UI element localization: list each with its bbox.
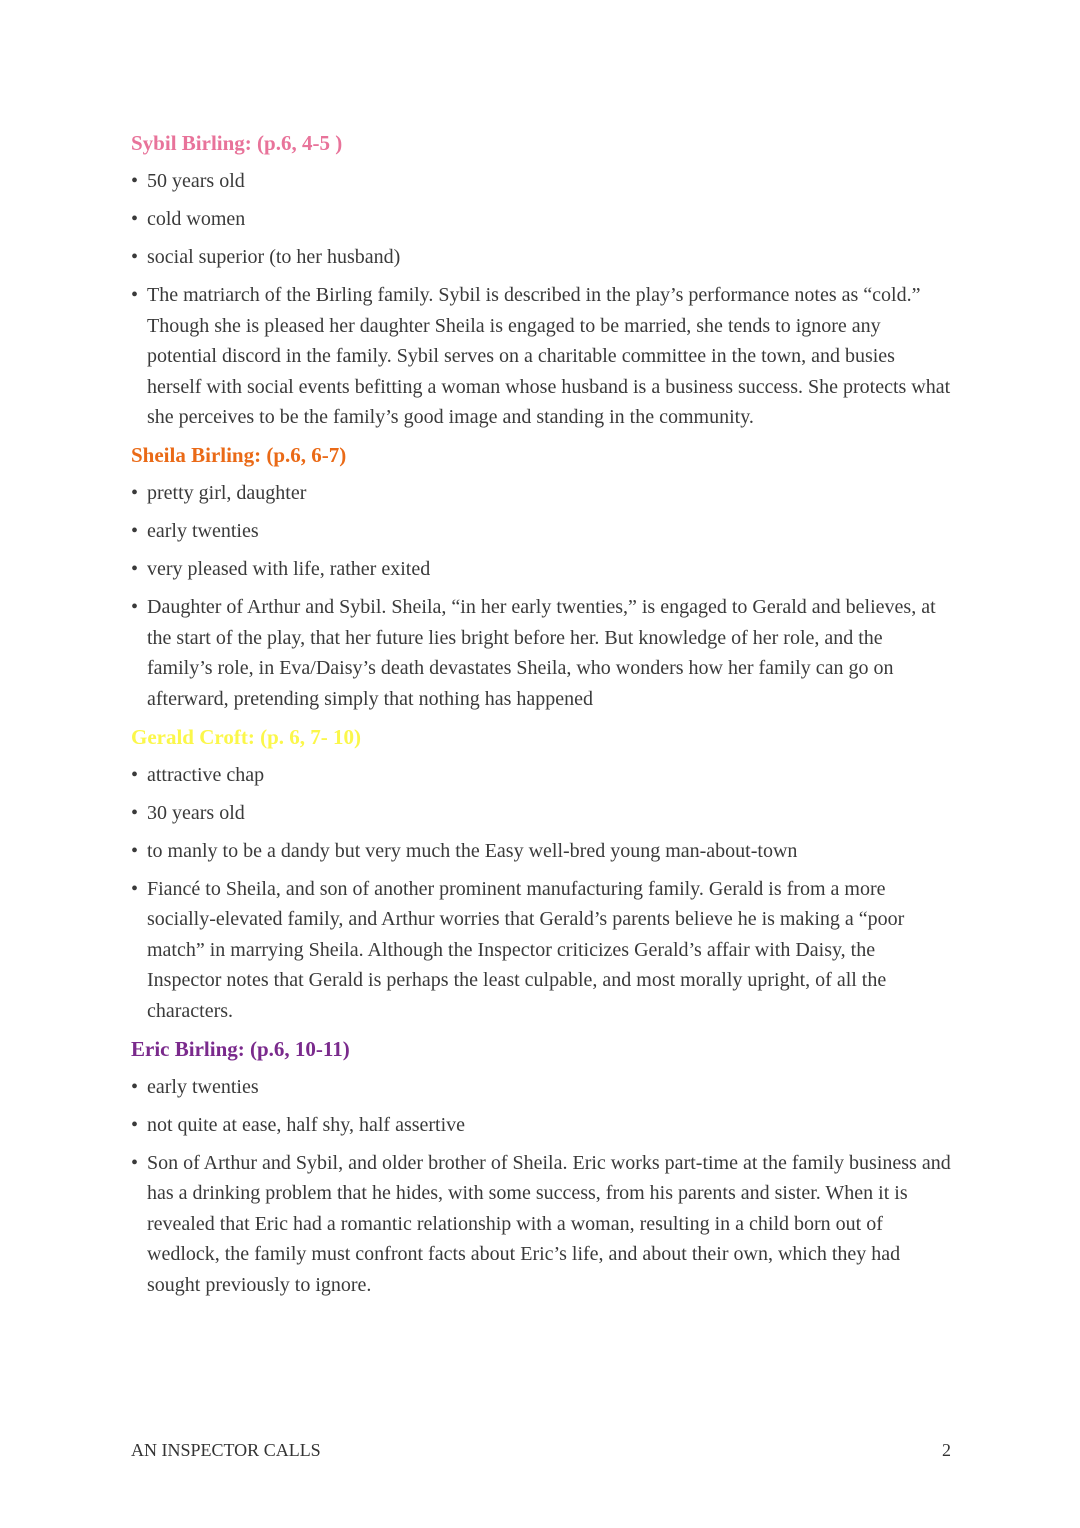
list-item: • pretty girl, daughter	[131, 478, 951, 509]
section-heading-gerald: Gerald Croft: (p. 6, 7- 10)	[131, 724, 361, 749]
list-item: • 30 years old	[131, 798, 951, 829]
list-item: • early twenties	[131, 516, 951, 547]
section-sybil	[131, 128, 951, 433]
page-footer	[131, 1440, 951, 1461]
list-item: • attractive chap	[131, 760, 951, 791]
list-item: • Daughter of Arthur and Sybil. Sheila, “in her early twenties,” is engaged to Gerald and believes, at the start of the play, that her future lies bright before her. But knowledge of her role, and the family’s role, in Eva/Daisy’s death devastates Sheila, who wonders how her family can go on afterward, pretending simply that nothing has happened	[131, 592, 951, 714]
list-item: • Son of Arthur and Sybil, and older brother of Sheila. Eric works part-time at the family business and has a drinking problem that he hides, with some success, from his parents and sister. When it is revealed that Eric had a romantic relationship with a woman, resulting in a child born out of wedlock, the family must confront facts about Eric’s life, and about their own, which they had sought previously to ignore.	[131, 1148, 951, 1301]
footer-title: AN INSPECTOR CALLS	[131, 1440, 321, 1460]
bullet-list-eric	[131, 1072, 951, 1301]
section-heading-eric: Eric Birling: (p.6, 10-11)	[131, 1036, 350, 1061]
bullet-list-sheila	[131, 478, 951, 714]
list-item: • The matriarch of the Birling family. Sybil is described in the play’s performance notes as “cold.” Though she is pleased her daughter Sheila is engaged to be married, she tends to ignore any potential discord in the family. Sybil serves on a charitable committee in the town, and busies herself with social events befitting a woman whose husband is a business success. She protects what she perceives to be the family’s good image and standing in the community.	[131, 280, 951, 433]
list-item: • social superior (to her husband)	[131, 242, 951, 273]
list-item: • cold women	[131, 204, 951, 235]
bullet-list-gerald	[131, 760, 951, 1027]
list-item: • early twenties	[131, 1072, 951, 1103]
page-number: 2	[942, 1440, 951, 1460]
section-heading-sheila: Sheila Birling: (p.6, 6-7)	[131, 443, 347, 467]
section-sheila	[131, 440, 951, 714]
section-heading-sybil: Sybil Birling: (p.6, 4-5 )	[131, 131, 343, 155]
section-gerald	[131, 722, 951, 1027]
section-eric	[131, 1034, 951, 1301]
list-item: • 50 years old	[131, 166, 951, 197]
bullet-list-sybil	[131, 166, 951, 433]
list-item: • Fiancé to Sheila, and son of another prominent manufacturing family. Gerald is from a more socially-elevated family, and Arthur worries that Gerald’s parents believe he is making a “poor match” in marrying Sheila. Although the Inspector criticizes Gerald’s affair with Daisy, the Inspector notes that Gerald is perhaps the least culpable, and most morally upright, of all the characters.	[131, 874, 951, 1027]
list-item: • not quite at ease, half shy, half assertive	[131, 1110, 951, 1141]
list-item: • to manly to be a dandy but very much the Easy well-bred young man-about-town	[131, 836, 951, 867]
document-body	[131, 128, 951, 1308]
list-item: • very pleased with life, rather exited	[131, 554, 951, 585]
